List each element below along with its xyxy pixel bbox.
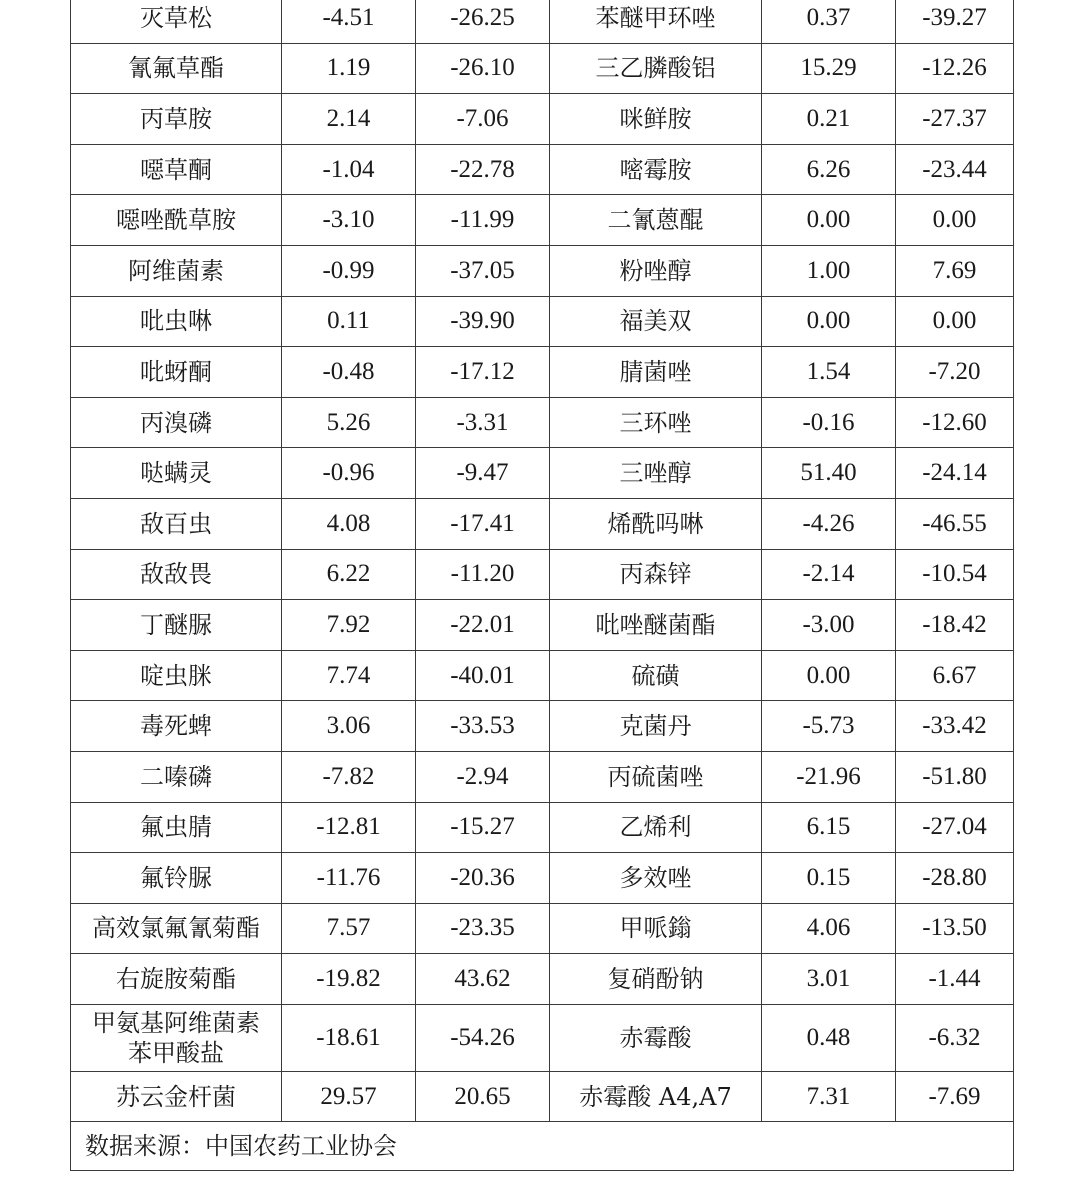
source-note: 数据来源：中国农药工业协会 xyxy=(71,1122,1014,1171)
product-name-cell: 灭草松 xyxy=(71,0,282,43)
product-name-cell: 高效氯氟氰菊酯 xyxy=(71,903,282,954)
value-cell: 6.26 xyxy=(762,144,896,195)
product-name-cell: 赤霉酸 xyxy=(550,1004,762,1071)
table-row xyxy=(71,954,1014,1005)
product-name-cell: 噁草酮 xyxy=(71,144,282,195)
value-cell: -3.00 xyxy=(762,600,896,651)
product-name-cell: 三唑醇 xyxy=(550,448,762,499)
table-row xyxy=(71,751,1014,802)
value-cell: -40.01 xyxy=(416,650,550,701)
value-cell: 4.08 xyxy=(282,498,416,549)
value-cell: -7.06 xyxy=(416,94,550,145)
value-cell: -23.44 xyxy=(896,144,1014,195)
value-cell: -11.76 xyxy=(282,853,416,904)
value-cell: -12.60 xyxy=(896,397,1014,448)
value-cell: 3.01 xyxy=(762,954,896,1005)
product-name-cell: 吡蚜酮 xyxy=(71,347,282,398)
product-name-cell: 二氰蒽醌 xyxy=(550,195,762,246)
value-cell: -6.32 xyxy=(896,1004,1014,1071)
value-cell: -4.51 xyxy=(282,0,416,43)
product-name-cell: 噁唑酰草胺 xyxy=(71,195,282,246)
value-cell: 5.26 xyxy=(282,397,416,448)
value-cell: -2.94 xyxy=(416,751,550,802)
value-cell: 3.06 xyxy=(282,701,416,752)
product-name-cell: 丙溴磷 xyxy=(71,397,282,448)
product-name-cell: 苯醚甲环唑 xyxy=(550,0,762,43)
product-name-cell: 赤霉酸 A4,A7 xyxy=(550,1071,762,1122)
value-cell: 6.15 xyxy=(762,802,896,853)
table-row xyxy=(71,43,1014,94)
product-name-cell: 氟铃脲 xyxy=(71,853,282,904)
value-cell: 2.14 xyxy=(282,94,416,145)
product-name-cell: 乙烯利 xyxy=(550,802,762,853)
product-name-cell: 福美双 xyxy=(550,296,762,347)
value-cell: 7.57 xyxy=(282,903,416,954)
product-name-cell: 吡虫啉 xyxy=(71,296,282,347)
product-name-cell: 二嗪磷 xyxy=(71,751,282,802)
table-row xyxy=(71,448,1014,499)
value-cell: 0.21 xyxy=(762,94,896,145)
product-name-cell: 丙草胺 xyxy=(71,94,282,145)
table-row xyxy=(71,650,1014,701)
pesticide-data-table xyxy=(70,0,1014,1171)
product-name-cell: 腈菌唑 xyxy=(550,347,762,398)
value-cell: 0.00 xyxy=(762,296,896,347)
table-row xyxy=(71,245,1014,296)
product-name-cell: 咪鲜胺 xyxy=(550,94,762,145)
product-name-cell: 苏云金杆菌 xyxy=(71,1071,282,1122)
value-cell: -12.26 xyxy=(896,43,1014,94)
value-cell: -0.48 xyxy=(282,347,416,398)
value-cell: 29.57 xyxy=(282,1071,416,1122)
table-row xyxy=(71,296,1014,347)
table-row xyxy=(71,1071,1014,1122)
value-cell: -22.01 xyxy=(416,600,550,651)
value-cell: 4.06 xyxy=(762,903,896,954)
product-name-cell: 吡唑醚菌酯 xyxy=(550,600,762,651)
product-name-cell: 三乙膦酸铝 xyxy=(550,43,762,94)
value-cell: 6.22 xyxy=(282,549,416,600)
value-cell: -7.20 xyxy=(896,347,1014,398)
value-cell: -23.35 xyxy=(416,903,550,954)
table-row xyxy=(71,195,1014,246)
product-name-cell: 哒螨灵 xyxy=(71,448,282,499)
product-name-cell: 敌敌畏 xyxy=(71,549,282,600)
value-cell: -39.27 xyxy=(896,0,1014,43)
product-name-cell: 丁醚脲 xyxy=(71,600,282,651)
value-cell: 1.00 xyxy=(762,245,896,296)
source-row xyxy=(71,1122,1014,1171)
table-body xyxy=(71,0,1014,1171)
value-cell: -15.27 xyxy=(416,802,550,853)
table-row xyxy=(71,144,1014,195)
value-cell: 0.00 xyxy=(896,195,1014,246)
value-cell: -0.99 xyxy=(282,245,416,296)
value-cell: -22.78 xyxy=(416,144,550,195)
table-row xyxy=(71,701,1014,752)
value-cell: 0.15 xyxy=(762,853,896,904)
product-name-cell: 甲氨基阿维菌素 苯甲酸盐 xyxy=(71,1004,282,1071)
value-cell: 1.54 xyxy=(762,347,896,398)
value-cell: 7.74 xyxy=(282,650,416,701)
value-cell: -18.42 xyxy=(896,600,1014,651)
value-cell: -26.25 xyxy=(416,0,550,43)
value-cell: -51.80 xyxy=(896,751,1014,802)
table-row xyxy=(71,397,1014,448)
value-cell: -11.20 xyxy=(416,549,550,600)
value-cell: 0.00 xyxy=(762,650,896,701)
product-name-cell: 硫磺 xyxy=(550,650,762,701)
value-cell: -17.12 xyxy=(416,347,550,398)
value-cell: 7.31 xyxy=(762,1071,896,1122)
product-name-cell: 三环唑 xyxy=(550,397,762,448)
product-name-cell: 多效唑 xyxy=(550,853,762,904)
value-cell: 0.00 xyxy=(762,195,896,246)
value-cell: -1.04 xyxy=(282,144,416,195)
product-name-cell: 氟虫腈 xyxy=(71,802,282,853)
table-row xyxy=(71,600,1014,651)
product-name-cell: 复硝酚钠 xyxy=(550,954,762,1005)
product-name-cell: 毒死蜱 xyxy=(71,701,282,752)
product-name-cell: 氰氟草酯 xyxy=(71,43,282,94)
value-cell: -3.31 xyxy=(416,397,550,448)
value-cell: -7.82 xyxy=(282,751,416,802)
value-cell: 7.69 xyxy=(896,245,1014,296)
value-cell: -39.90 xyxy=(416,296,550,347)
value-cell: 7.92 xyxy=(282,600,416,651)
product-name-cell: 克菌丹 xyxy=(550,701,762,752)
value-cell: -7.69 xyxy=(896,1071,1014,1122)
product-name-cell: 嘧霉胺 xyxy=(550,144,762,195)
product-name-cell: 甲哌鎓 xyxy=(550,903,762,954)
product-name-cell: 粉唑醇 xyxy=(550,245,762,296)
value-cell: -28.80 xyxy=(896,853,1014,904)
value-cell: -0.96 xyxy=(282,448,416,499)
value-cell: -54.26 xyxy=(416,1004,550,1071)
value-cell: -27.04 xyxy=(896,802,1014,853)
value-cell: 0.11 xyxy=(282,296,416,347)
value-cell: -2.14 xyxy=(762,549,896,600)
table-row xyxy=(71,0,1014,43)
table-row xyxy=(71,903,1014,954)
value-cell: -37.05 xyxy=(416,245,550,296)
value-cell: 43.62 xyxy=(416,954,550,1005)
value-cell: -17.41 xyxy=(416,498,550,549)
value-cell: 0.00 xyxy=(896,296,1014,347)
value-cell: 1.19 xyxy=(282,43,416,94)
value-cell: -12.81 xyxy=(282,802,416,853)
value-cell: 6.67 xyxy=(896,650,1014,701)
value-cell: -33.53 xyxy=(416,701,550,752)
value-cell: -0.16 xyxy=(762,397,896,448)
value-cell: -18.61 xyxy=(282,1004,416,1071)
value-cell: -33.42 xyxy=(896,701,1014,752)
product-name-cell: 丙森锌 xyxy=(550,549,762,600)
product-name-cell: 右旋胺菊酯 xyxy=(71,954,282,1005)
value-cell: -10.54 xyxy=(896,549,1014,600)
value-cell: -3.10 xyxy=(282,195,416,246)
product-name-cell: 烯酰吗啉 xyxy=(550,498,762,549)
value-cell: -27.37 xyxy=(896,94,1014,145)
value-cell: -46.55 xyxy=(896,498,1014,549)
table-row xyxy=(71,347,1014,398)
table-row xyxy=(71,853,1014,904)
value-cell: -4.26 xyxy=(762,498,896,549)
value-cell: -21.96 xyxy=(762,751,896,802)
value-cell: 51.40 xyxy=(762,448,896,499)
table-row xyxy=(71,802,1014,853)
value-cell: -5.73 xyxy=(762,701,896,752)
value-cell: -1.44 xyxy=(896,954,1014,1005)
value-cell: -11.99 xyxy=(416,195,550,246)
value-cell: -19.82 xyxy=(282,954,416,1005)
value-cell: 0.48 xyxy=(762,1004,896,1071)
value-cell: -13.50 xyxy=(896,903,1014,954)
value-cell: 0.37 xyxy=(762,0,896,43)
value-cell: 15.29 xyxy=(762,43,896,94)
value-cell: -9.47 xyxy=(416,448,550,499)
table-row xyxy=(71,1004,1014,1071)
table-row xyxy=(71,94,1014,145)
product-name-cell: 阿维菌素 xyxy=(71,245,282,296)
value-cell: -26.10 xyxy=(416,43,550,94)
table-row xyxy=(71,549,1014,600)
value-cell: -24.14 xyxy=(896,448,1014,499)
product-name-cell: 丙硫菌唑 xyxy=(550,751,762,802)
value-cell: -20.36 xyxy=(416,853,550,904)
product-name-cell: 啶虫脒 xyxy=(71,650,282,701)
table-row xyxy=(71,498,1014,549)
product-name-cell: 敌百虫 xyxy=(71,498,282,549)
value-cell: 20.65 xyxy=(416,1071,550,1122)
